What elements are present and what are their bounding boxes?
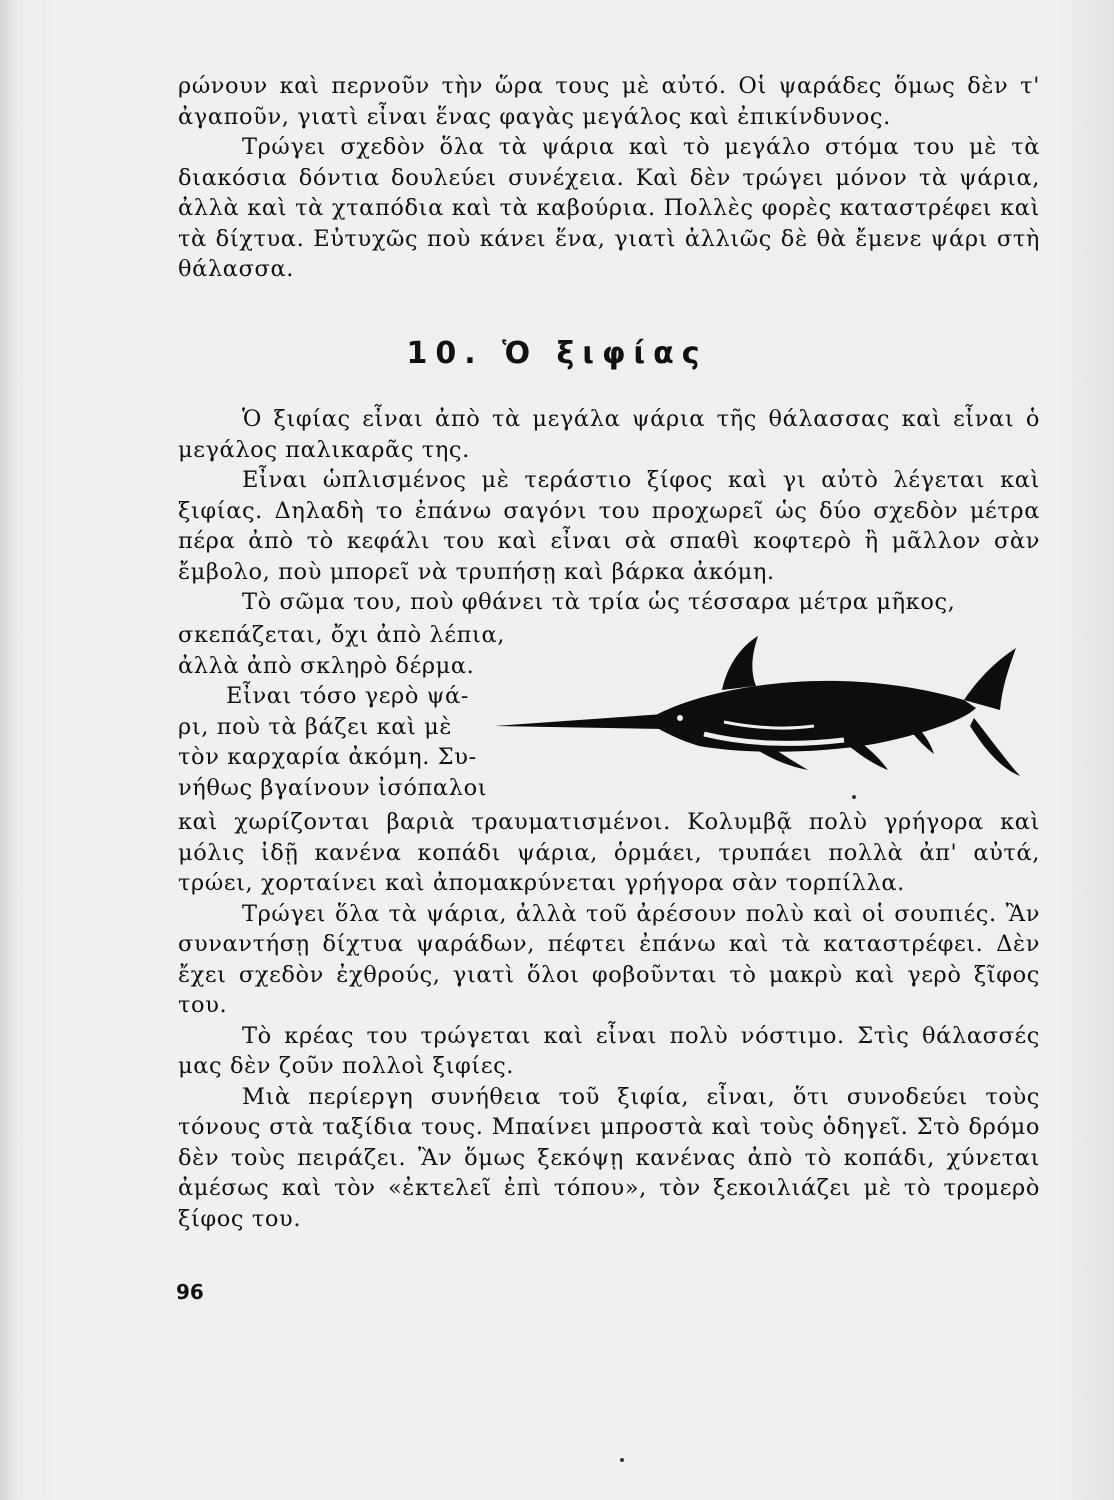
section-paragraph-2: Εἶναι ὡπλισμένος μὲ τεράστιο ξίφος καὶ γι αὐτὸ λέγεται καὶ ξιφίας. Δηλαδὴ το ἐπάνω σαγόνι του προχωρεῖ ὡς δύο σχεδὸν μέτρα πέρα ἀπὸ τὸ κεφάλι του καὶ εἶναι σὰ σπαθὶ κοφτερὸ ἢ μᾶλλον σὰν ἔμβολο, ποὺ μπορεῖ νὰ τρυπήσῃ καὶ βάρκα ἀκόμη. <box>178 467 1040 585</box>
swordfish-illustration <box>494 630 1038 800</box>
wrapped-line: τὸν καρχαρία ἀκόμη. Συ- <box>178 744 477 770</box>
print-speck <box>852 795 856 799</box>
section-title: 10. Ὁ ξιφίας <box>406 336 708 371</box>
intro-paragraph-1: ρώνουν καὶ περνοῦν τὴν ὥρα τους μὲ αὐτό. Οἱ ψαράδες ὅμως δὲν τ' ἀγαποῦν, γιατὶ εἶναι ἕνας φαγὰς μεγάλος καὶ ἐπικίνδυνος. <box>178 73 1040 130</box>
intro-paragraph-2: Τρώγει σχεδὸν ὅλα τὰ ψάρια καὶ τὸ μεγάλο στόμα του μὲ τὰ διακόσια δόντια δουλεύει συνέχεια. Καὶ δὲν τρώγει μόνον τὰ ψάρια, ἀλλὰ καὶ τὰ χταπόδια καὶ τὰ καβούρια. Πολλὲς φορὲς καταστρέφει καὶ τὰ δίχτυα. Εὐτυχῶς ποὺ κάνει ἕνα, γιατὶ ἀλλιῶς δὲ θὰ ἔμενε ψάρι στὴ θάλασσα. <box>178 134 1040 282</box>
section-body-bottom <box>178 807 1040 1234</box>
section-paragraph-1: Ὁ ξιφίας εἶναι ἀπὸ τὰ μεγάλα ψάρια τῆς θάλασσας καὶ εἶναι ὁ μεγάλος παλικαρᾶς της. <box>178 406 1040 463</box>
section-paragraph-7: Μιὰ περίεργη συνήθεια τοῦ ξιφία, εἶναι, ὅτι συνοδεύει τοὺς τόνους στὰ ταξίδια τους. Μπαίνει μπροστὰ καὶ τοὺς ὁδηγεῖ. Στὸ δρόμο δὲν τοὺς πειράζει. Ἂν ὅμως ξεκόψῃ κανένας ἀπὸ τὸ κοπάδι, χύνεται ἀμέσως καὶ τὸν «ἐκτελεῖ ἐπὶ τόπου», τὸν ξεκοιλιάζει μὲ τὸ τρομερὸ ξίφος του. <box>178 1083 1040 1232</box>
wrapped-line: Εἶναι τόσο γερὸ ψά- <box>226 683 470 709</box>
section-paragraph-6: Τὸ κρέας του τρώγεται καὶ εἶναι πολὺ νόστιμο. Στὶς θάλασσές μας δὲν ζοῦν πολλοὶ ξιφίες. <box>178 1022 1040 1079</box>
wrapped-line: ρι, ποὺ τὰ βάζει καὶ μὲ <box>178 713 453 740</box>
wrapped-line: ἀλλὰ ἀπὸ σκληρὸ δέρμα. <box>178 652 475 679</box>
section-body-top <box>178 404 1040 618</box>
intro-text <box>178 71 1040 285</box>
wrapped-line: σκεπάζεται, ὄχι ἀπὸ λέπια, <box>178 622 505 648</box>
print-speck <box>620 1458 624 1462</box>
wrapped-line: νήθως βγαίνουν ἰσόπαλοι <box>178 774 488 801</box>
section-paragraph-5: Τρώγει ὅλα τὰ ψάρια, ἀλλὰ τοῦ ἀρέσουν πολὺ καὶ οἱ σουπιές. Ἂν συναντήσῃ δίχτυα ψαράδων, πέφτει ἐπάνω καὶ τὰ καταστρέφει. Δὲν ἔχει σχεδὸν ἐχθρούς, γιατὶ ὅλοι φοβοῦνται τὸ μακρὺ καὶ γερὸ ξῖφος του. <box>178 900 1040 1018</box>
section-paragraph-4: καὶ χωρίζονται βαριὰ τραυματισμένοι. Κολυμβᾷ πολὺ γρήγορα καὶ μόλις ἰδῇ κανένα κοπάδι ψάρια, ὁρμάει, τρυπάει πολλὰ ἀπ' αὐτά, τρώει, χορταίνει καὶ ἀπομακρύνεται γρήγορα σὰν τορπίλλα. <box>178 809 1040 896</box>
wrapped-text-beside-illustration <box>178 620 508 803</box>
page-number: 96 <box>176 1280 204 1304</box>
section-paragraph-3: Τὸ σῶμα του, ποὺ φθάνει τὰ τρία ὡς τέσσαρα μέτρα μῆκος, <box>242 589 956 615</box>
